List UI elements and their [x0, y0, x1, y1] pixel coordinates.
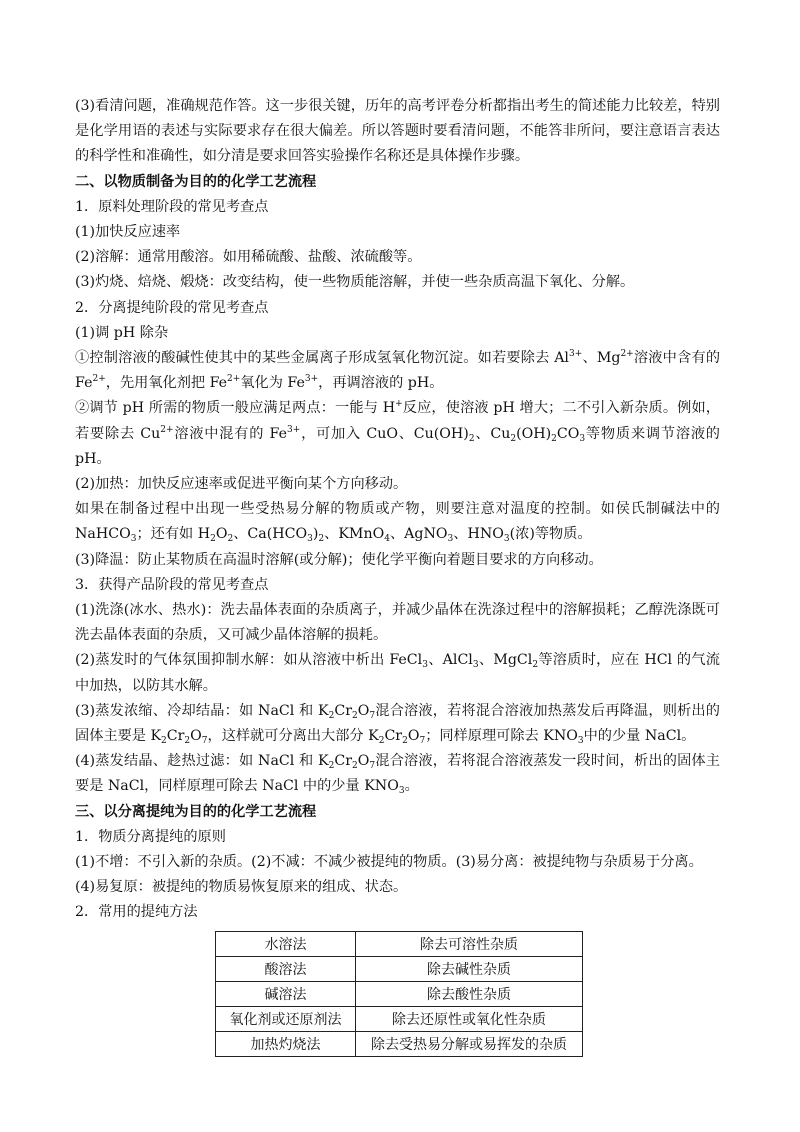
table-row: [216, 932, 583, 957]
table-row: [216, 1032, 583, 1057]
paragraph-hot-filtration: (4)蒸发结晶、趁热过滤：如 NaCl 和 $K_2Cr_2O_7$混合溶液，若将混合溶液蒸发一段时间，析出的固体主要是 NaCl，同样原理可除去 NaCl 中的少量 $KNO_3$。: [75, 753, 720, 797]
principles-line-1: (1)不增：不引入新的杂质。(2)不减：不减少被提纯的物质。(3)易分离：被提纯物与杂质易于分离。: [75, 853, 703, 870]
item-calcine: (3)灼烧、焙烧、煅烧：改变结构，使一些物质能溶解，并使一些杂质高温下氧化、分解。: [75, 274, 635, 291]
table-cell-method: 氧化剂或还原剂法: [216, 1007, 356, 1032]
paragraph-evaporation-atmosphere: (2)蒸发时的气体氛围抑制水解：如从溶液中析出 FeCl$_3$、AlCl$_3$、MgCl$_2$等溶质时，应在 HCl 的气流中加热，以防其水解。: [75, 652, 720, 694]
item-adjust-ph: (1)调 pH 除杂: [75, 324, 169, 341]
paragraph-temperature: 如果在制备过程中出现一些受热易分解的物质或产物，则要注意对温度的控制。如侯氏制碱法中的 NaHCO$_3$；还有如 $H_2O_2$、$Ca(HCO_3)_2$、KMnO$_4$、AgNO$_3$、$HNO_3$(浓)等物质。: [75, 501, 720, 545]
paragraph-washing: (1)洗涤(冰水、热水)：洗去晶体表面的杂质离子，并减少晶体在洗涤过程中的溶解损耗；乙醇洗涤既可洗去晶体表面的杂质，又可减少晶体溶解的损耗。: [75, 601, 720, 644]
table-row: [216, 982, 583, 1007]
subheading-raw-material: 1．原料处理阶段的常见考查点: [75, 198, 269, 215]
table-row: [216, 1007, 583, 1032]
paragraph-ph-reagent: ②调节 pH 所需的物质一般应满足两点：一能与 H+反应，使溶液 pH 增大；二不引入新杂质。例如，若要除去 $Cu^{2+}$溶液中混有的 $Fe^{3+}$，可加入 CuO、$Cu(OH)_2$、$Cu_2(OH)_2CO_3$等物质来调节溶液的 pH。: [75, 399, 720, 467]
item-dissolve: (2)溶解：通常用酸溶。如用稀硫酸、盐酸、浓硫酸等。: [75, 249, 422, 266]
paragraph-cooling-crystallization: (3)蒸发浓缩、冷却结晶：如 NaCl 和 $K_2Cr_2O_7$混合溶液，若将混合溶液加热蒸发后再降温，则析出的固体主要是 $K_2Cr_2O_7$，这样就可分离出大部分 $K_2Cr_2O_7$；同样原理可除去 $KNO_3$中的少量 NaCl。: [75, 702, 720, 746]
purification-methods-table: [215, 931, 583, 1057]
subheading-separation: 2．分离提纯阶段的常见考查点: [75, 299, 269, 316]
subheading-methods: 2．常用的提纯方法: [75, 904, 198, 921]
section-heading-3: 三、以分离提纯为目的的化学工艺流程: [75, 803, 317, 820]
table-cell-purpose: 除去受热易分解或易挥发的杂质: [356, 1032, 583, 1057]
item-heating: (2)加热：加快反应速率或促进平衡向某个方向移动。: [75, 475, 408, 492]
principles-line-2: (4)易复原：被提纯的物质易恢复原来的组成、状态。: [75, 879, 408, 896]
paragraph-3: (3)看清问题，准确规范作答。这一步很关键，历年的高考评卷分析都指出考生的简述能力比较差，特别是化学用语的表述与实际要求存在很大偏差。所以答题时要看清问题，不能答非所问，要注意语言表达的科学性和准确性，如分清是要求回答实验操作名称还是具体操作步骤。: [75, 98, 720, 165]
table-cell-method: 碱溶法: [216, 982, 356, 1007]
table-row: [216, 957, 583, 982]
table-cell-method: 水溶法: [216, 932, 356, 957]
item-speed-up: (1)加快反应速率: [75, 223, 181, 240]
subheading-principles: 1．物质分离提纯的原则: [75, 828, 226, 845]
table-cell-method: 加热灼烧法: [216, 1032, 356, 1057]
table-cell-purpose: 除去还原性或氧化性杂质: [356, 1007, 583, 1032]
subheading-product: 3．获得产品阶段的常见考查点: [75, 576, 269, 593]
table-cell-purpose: 除去酸性杂质: [356, 982, 583, 1007]
paragraph-ph-control: ①控制溶液的酸碱性使其中的某些金属离子形成氢氧化物沉淀。如若要除去 $Al^{3+}$、$Mg^{2+}$溶液中含有的 $Fe^{2+}$，先用氧化剂把 $Fe^{2+}$氧化为 $Fe^{3+}$，再调溶液的 pH。: [75, 348, 721, 392]
item-cooling: (3)降温：防止某物质在高温时溶解(或分解)；使化学平衡向着题目要求的方向移动。: [75, 551, 603, 568]
table-cell-purpose: 除去可溶性杂质: [356, 932, 583, 957]
section-heading-2: 二、以物质制备为目的的化学工艺流程: [75, 173, 317, 190]
table-cell-method: 酸溶法: [216, 957, 356, 982]
table-cell-purpose: 除去碱性杂质: [356, 957, 583, 982]
